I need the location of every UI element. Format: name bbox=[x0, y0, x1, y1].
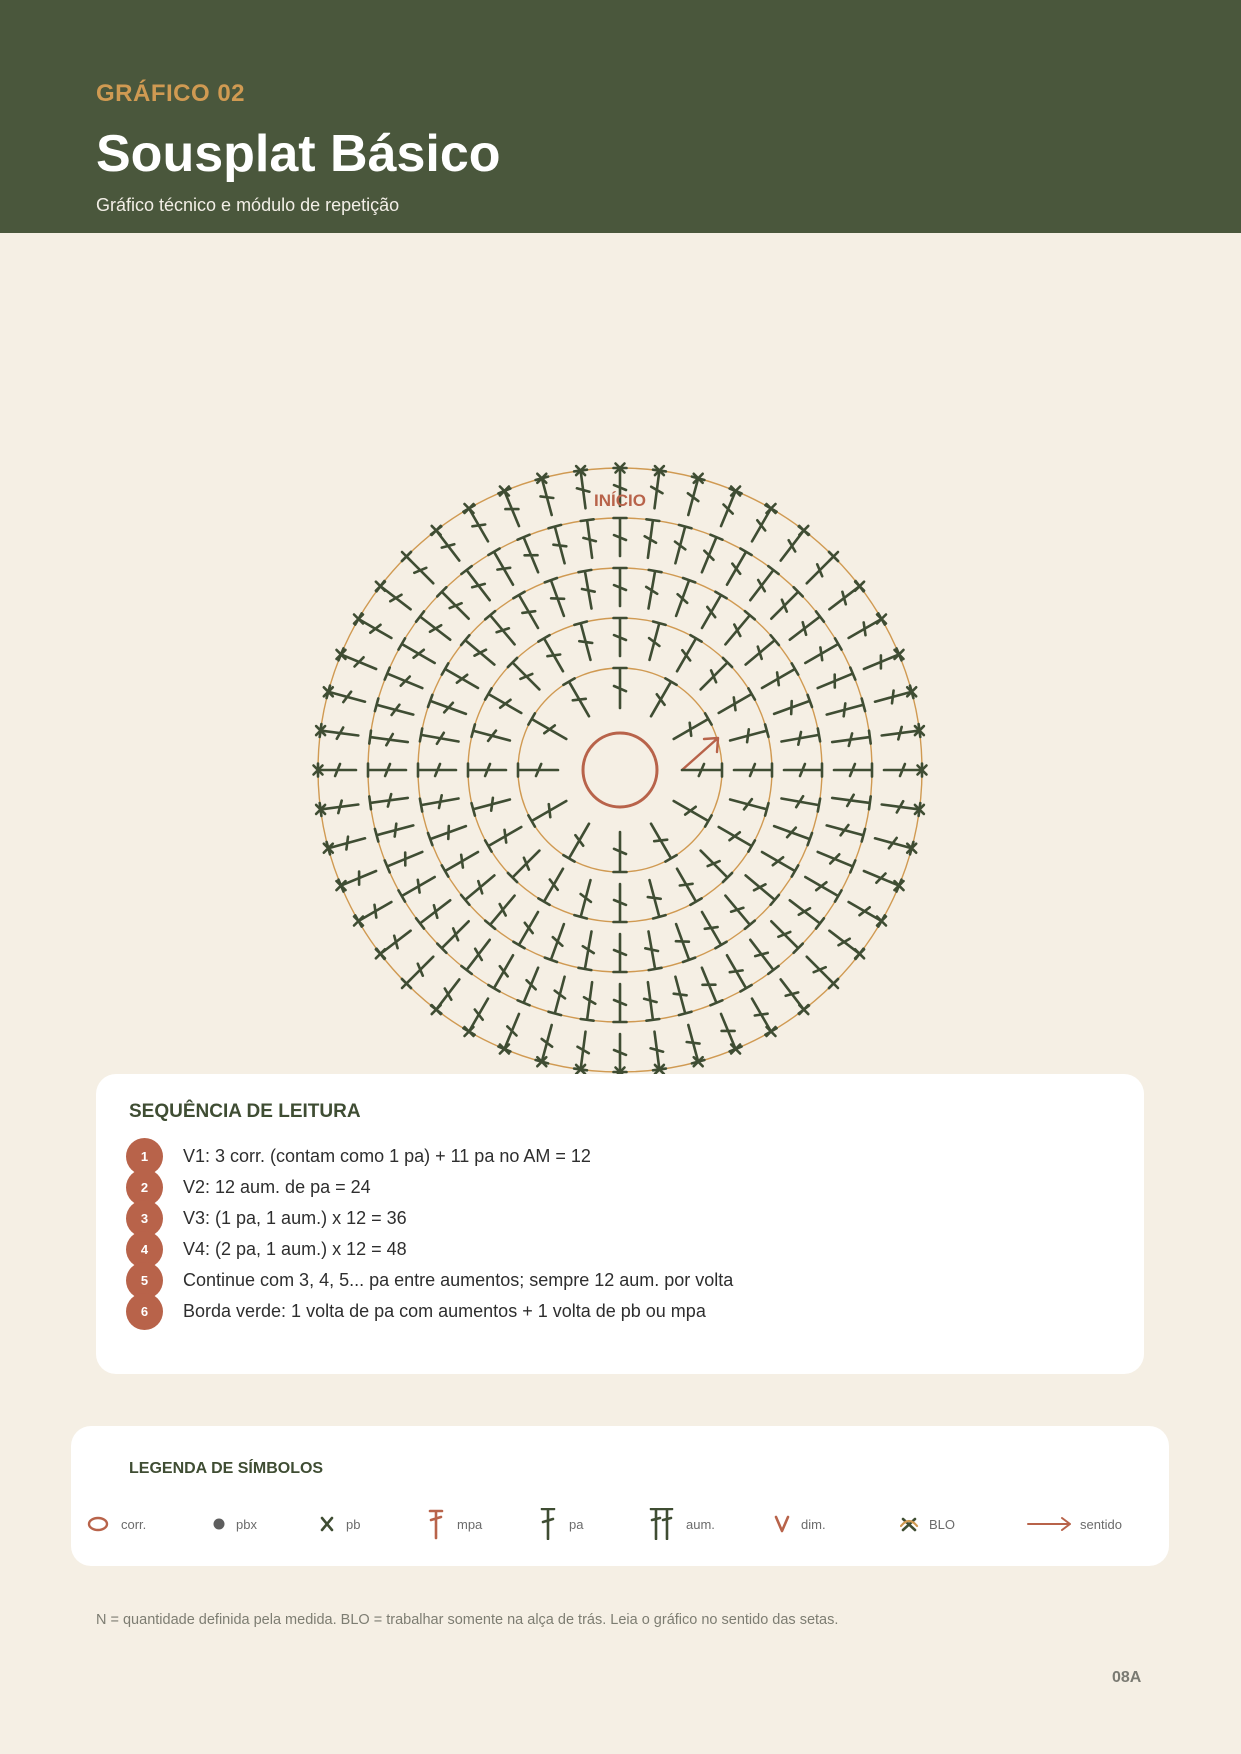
single-crochet-stitch bbox=[877, 917, 886, 926]
double-crochet-stitch bbox=[676, 578, 695, 616]
double-crochet-stitch bbox=[399, 638, 435, 663]
double-crochet-stitch bbox=[581, 982, 596, 1021]
single-crochet-stitch bbox=[354, 917, 363, 926]
double-crochet-stitch bbox=[727, 955, 752, 991]
step-number-badge: 2 bbox=[126, 1169, 163, 1206]
step-text: Borda verde: 1 volta de pa com aumentos + 1 volta de pb ou mpa bbox=[183, 1301, 706, 1321]
single-crochet-stitch bbox=[465, 1027, 474, 1036]
double-crochet-stitch bbox=[528, 713, 566, 739]
blo-icon bbox=[900, 1508, 926, 1540]
double-crochet-stitch bbox=[518, 968, 539, 1006]
step-text: V3: (1 pa, 1 aum.) x 12 = 36 bbox=[183, 1208, 407, 1228]
double-crochet-icon bbox=[539, 1508, 565, 1540]
step-number-badge: 3 bbox=[126, 1200, 163, 1237]
double-crochet-stitch bbox=[518, 764, 558, 777]
double-crochet-stitch bbox=[771, 587, 803, 619]
double-crochet-stitch bbox=[488, 955, 513, 991]
double-crochet-stitch bbox=[727, 549, 752, 585]
double-crochet-stitch bbox=[702, 912, 727, 948]
decrease-icon bbox=[773, 1508, 799, 1540]
legend-title: LEGENDA DE SÍMBOLOS bbox=[129, 1460, 324, 1477]
double-crochet-stitch bbox=[805, 638, 841, 663]
double-crochet-stitch bbox=[437, 921, 469, 953]
double-crochet-stitch bbox=[538, 635, 563, 671]
legend-label: pbx bbox=[236, 1517, 257, 1532]
double-crochet-stitch bbox=[428, 826, 466, 845]
double-crochet-stitch bbox=[719, 827, 755, 852]
double-crochet-stitch bbox=[574, 880, 591, 918]
double-crochet-stitch bbox=[563, 824, 589, 862]
legend-label: BLO bbox=[929, 1517, 956, 1532]
header-banner bbox=[0, 0, 1241, 233]
double-crochet-stitch bbox=[701, 851, 733, 883]
double-crochet-stitch bbox=[677, 635, 702, 671]
reading-sequence-title: SEQUÊNCIA DE LEITURA bbox=[129, 1101, 361, 1122]
double-crochet-stitch bbox=[545, 924, 564, 962]
double-crochet-stitch bbox=[782, 796, 821, 811]
single-crochet-stitch bbox=[376, 582, 385, 591]
double-crochet-stitch bbox=[420, 729, 459, 744]
legend-label: pb bbox=[346, 1517, 361, 1532]
double-crochet-stitch bbox=[485, 827, 521, 852]
legend-label: pa bbox=[569, 1517, 584, 1532]
double-crochet-stitch bbox=[518, 535, 539, 573]
double-crochet-stitch bbox=[746, 635, 779, 664]
double-crochet-stitch bbox=[774, 695, 812, 714]
single-crochet-stitch bbox=[855, 582, 864, 591]
double-crochet-stitch bbox=[472, 724, 510, 741]
step-number-badge: 6 bbox=[126, 1293, 163, 1330]
double-crochet-stitch bbox=[730, 724, 768, 742]
double-crochet-stitch bbox=[468, 764, 506, 777]
symbol-legend-card bbox=[71, 1426, 1169, 1566]
single-crochet-stitch bbox=[829, 552, 838, 561]
double-crochet-stitch bbox=[579, 932, 594, 971]
double-crochet-stitch bbox=[461, 566, 489, 600]
double-crochet-stitch bbox=[399, 877, 435, 902]
double-crochet-stitch bbox=[674, 977, 692, 1015]
double-crochet-stitch bbox=[725, 611, 754, 644]
footnote: N = quantidade definida pela medida. BLO = trabalhar somente na alça de trás. Leia o gráfico no sentido das setas. bbox=[96, 1612, 839, 1628]
double-crochet-stitch bbox=[581, 519, 596, 558]
reading-sequence-card bbox=[96, 1074, 1144, 1374]
single-crochet-stitch bbox=[432, 526, 441, 535]
double-crochet-stitch bbox=[805, 877, 841, 902]
double-crochet-stitch bbox=[734, 764, 772, 777]
double-crochet-stitch bbox=[676, 924, 695, 962]
double-crochet-stitch bbox=[437, 587, 469, 619]
double-crochet-stitch bbox=[762, 852, 798, 877]
double-crochet-stitch bbox=[418, 764, 456, 777]
oval-icon bbox=[87, 1508, 113, 1540]
double-crochet-stitch bbox=[485, 688, 521, 713]
double-crochet-stitch bbox=[614, 984, 627, 1022]
double-crochet-stitch bbox=[375, 699, 413, 716]
double-crochet-stitch bbox=[416, 900, 450, 928]
double-crochet-stitch bbox=[485, 611, 514, 644]
double-crochet-stitch bbox=[549, 525, 567, 563]
double-crochet-stitch bbox=[549, 977, 566, 1015]
x-icon bbox=[319, 1508, 345, 1540]
double-crochet-stitch bbox=[702, 535, 723, 573]
double-crochet-stitch bbox=[579, 570, 595, 609]
double-crochet-stitch bbox=[614, 618, 627, 656]
single-crochet-stitch bbox=[402, 979, 411, 988]
double-crochet-stitch bbox=[508, 851, 540, 883]
double-crochet-stitch bbox=[488, 549, 513, 585]
double-crochet-stitch bbox=[375, 824, 413, 842]
single-crochet-stitch bbox=[877, 615, 886, 624]
double-crochet-stitch bbox=[782, 729, 821, 745]
crochet-chart bbox=[300, 450, 940, 1090]
double-crochet-stitch bbox=[545, 578, 564, 616]
half-double-crochet-icon bbox=[427, 1508, 453, 1540]
double-crochet-stitch bbox=[385, 668, 423, 689]
increase-icon bbox=[649, 1508, 679, 1540]
double-crochet-stitch bbox=[784, 764, 822, 777]
single-crochet-stitch bbox=[855, 949, 864, 958]
double-crochet-stitch bbox=[461, 635, 494, 664]
page-number: 08A bbox=[1112, 1669, 1142, 1686]
legend-label: mpa bbox=[457, 1517, 483, 1532]
double-crochet-stitch bbox=[472, 798, 510, 816]
double-crochet-stitch bbox=[614, 832, 627, 872]
double-crochet-stitch bbox=[614, 568, 627, 606]
double-crochet-stitch bbox=[513, 592, 538, 628]
step-number-badge: 5 bbox=[126, 1262, 163, 1299]
arrow-icon bbox=[1026, 1508, 1074, 1540]
double-crochet-stitch bbox=[574, 622, 592, 660]
double-crochet-stitch bbox=[485, 896, 514, 929]
magic-ring-icon bbox=[583, 733, 657, 807]
double-crochet-stitch bbox=[563, 678, 589, 716]
step-number-badge: 1 bbox=[126, 1138, 163, 1175]
double-crochet-stitch bbox=[719, 688, 755, 713]
double-crochet-stitch bbox=[750, 940, 778, 974]
double-crochet-stitch bbox=[702, 968, 723, 1006]
step-text: V2: 12 aum. de pa = 24 bbox=[183, 1177, 371, 1197]
double-crochet-stitch bbox=[645, 519, 660, 558]
double-crochet-stitch bbox=[508, 658, 540, 690]
double-crochet-stitch bbox=[832, 795, 871, 810]
double-crochet-stitch bbox=[818, 852, 856, 873]
double-crochet-stitch bbox=[790, 900, 824, 928]
single-crochet-stitch bbox=[432, 1005, 441, 1014]
legend-label: dim. bbox=[801, 1517, 826, 1532]
double-crochet-stitch bbox=[461, 940, 489, 974]
double-crochet-stitch bbox=[442, 852, 478, 877]
dot-icon bbox=[211, 1508, 237, 1540]
page-title: Sousplat Básico bbox=[96, 125, 501, 183]
double-crochet-stitch bbox=[420, 795, 459, 811]
double-crochet-stitch bbox=[369, 731, 408, 746]
double-crochet-stitch bbox=[644, 982, 659, 1021]
double-crochet-stitch bbox=[646, 570, 661, 609]
single-crochet-stitch bbox=[799, 1005, 808, 1014]
start-label: INÍCIO bbox=[594, 491, 646, 510]
legend-label: aum. bbox=[686, 1517, 715, 1532]
single-crochet-stitch bbox=[354, 615, 363, 624]
double-crochet-stitch bbox=[649, 622, 666, 660]
double-crochet-stitch bbox=[461, 875, 494, 904]
step-text: V4: (2 pa, 1 aum.) x 12 = 48 bbox=[183, 1239, 407, 1259]
direction-arrow-icon bbox=[682, 738, 718, 770]
double-crochet-stitch bbox=[528, 801, 566, 827]
double-crochet-stitch bbox=[385, 852, 423, 873]
double-crochet-stitch bbox=[428, 695, 466, 714]
legend-label: sentido bbox=[1080, 1517, 1122, 1532]
double-crochet-stitch bbox=[771, 921, 803, 953]
double-crochet-stitch bbox=[827, 699, 865, 717]
chart-kicker: GRÁFICO 02 bbox=[96, 80, 246, 107]
double-crochet-stitch bbox=[614, 934, 627, 972]
single-crochet-stitch bbox=[829, 979, 838, 988]
double-crochet-stitch bbox=[674, 713, 712, 739]
double-crochet-stitch bbox=[645, 932, 661, 971]
double-crochet-stitch bbox=[614, 668, 627, 708]
step-text: V1: 3 corr. (contam como 1 pa) + 11 pa no AM = 12 bbox=[183, 1146, 591, 1166]
double-crochet-stitch bbox=[674, 801, 712, 827]
double-crochet-stitch bbox=[513, 912, 538, 948]
double-crochet-stitch bbox=[701, 658, 733, 690]
double-crochet-stitch bbox=[368, 764, 406, 777]
double-crochet-stitch bbox=[442, 663, 478, 688]
double-crochet-stitch bbox=[614, 884, 627, 922]
single-crochet-stitch bbox=[465, 504, 474, 513]
double-crochet-stitch bbox=[648, 880, 666, 918]
double-crochet-stitch bbox=[416, 611, 450, 639]
double-crochet-stitch bbox=[834, 764, 872, 777]
single-crochet-stitch bbox=[402, 552, 411, 561]
step-number-badge: 4 bbox=[126, 1231, 163, 1268]
single-crochet-stitch bbox=[799, 526, 808, 535]
double-crochet-stitch bbox=[746, 875, 779, 904]
double-crochet-stitch bbox=[538, 869, 563, 905]
double-crochet-stitch bbox=[790, 611, 824, 639]
double-crochet-stitch bbox=[725, 896, 754, 929]
double-crochet-stitch bbox=[774, 826, 812, 845]
single-crochet-stitch bbox=[376, 949, 385, 958]
single-crochet-stitch bbox=[767, 504, 776, 513]
double-crochet-stitch bbox=[369, 794, 408, 809]
double-crochet-stitch bbox=[827, 825, 865, 842]
double-crochet-stitch bbox=[651, 678, 677, 716]
legend-label: corr. bbox=[121, 1517, 147, 1532]
double-crochet-stitch bbox=[675, 525, 692, 563]
double-crochet-stitch bbox=[651, 824, 677, 862]
double-crochet-stitch bbox=[762, 663, 798, 688]
double-crochet-stitch bbox=[614, 518, 627, 556]
double-crochet-stitch bbox=[832, 731, 871, 746]
step-text: Continue com 3, 4, 5... pa entre aumentos; sempre 12 aum. por volta bbox=[183, 1270, 734, 1290]
double-crochet-stitch bbox=[818, 668, 856, 689]
double-crochet-stitch bbox=[702, 592, 727, 628]
double-crochet-stitch bbox=[677, 869, 702, 905]
single-crochet-stitch bbox=[767, 1027, 776, 1036]
page-subtitle: Gráfico técnico e módulo de repetição bbox=[96, 195, 400, 215]
double-crochet-stitch bbox=[730, 799, 768, 816]
double-crochet-stitch bbox=[750, 566, 778, 600]
